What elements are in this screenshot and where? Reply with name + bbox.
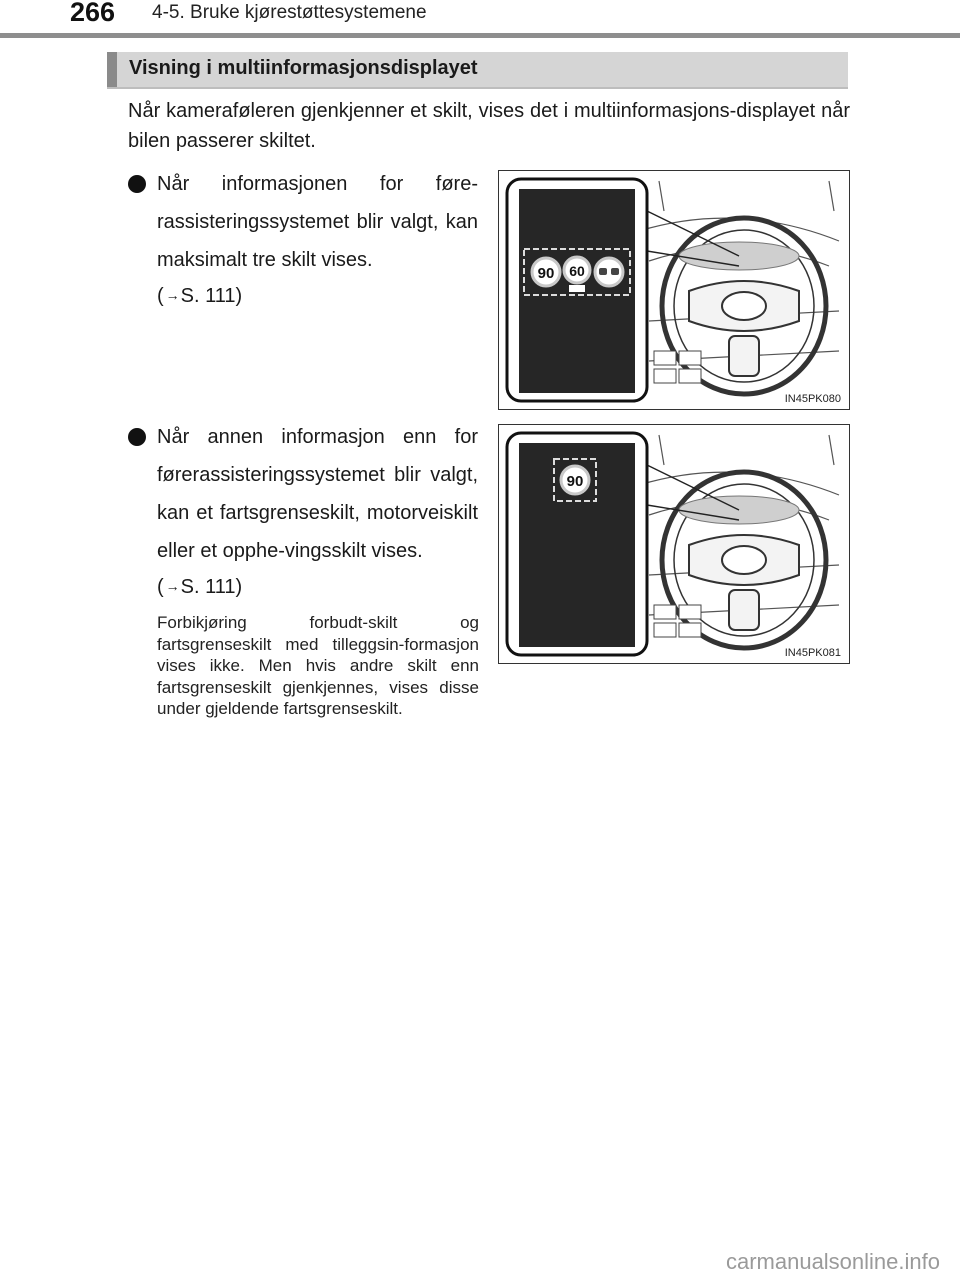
arrow-right-icon: → — [165, 287, 180, 303]
figure-label: IN45PK081 — [784, 647, 841, 659]
intro-paragraph: Når kameraføleren gjenkjenner et skilt, vises det i multiinformasjons-displayet når bilen passerer skiltet. — [128, 100, 850, 152]
arrow-right-icon: → — [165, 578, 180, 594]
ref-text: S. 111) — [180, 285, 243, 307]
bullet-item-1 — [128, 165, 478, 312]
bullet-dot — [128, 428, 146, 446]
page-reference[interactable] — [157, 279, 478, 312]
speed-sign-1: 90 — [537, 265, 555, 282]
ref-text: S. 111) — [180, 576, 243, 598]
speed-sign-1: 90 — [566, 473, 584, 490]
bullet-text: Når annen informasjon enn for førerassisteringssystemet blir valgt, kan et fartsgrenseskilt, motorveiskilt eller et opphe-vingsskilt vises. — [157, 426, 478, 562]
dashboard-illustration — [499, 425, 849, 663]
page-reference[interactable] — [157, 570, 478, 603]
figure-display-single-sign — [498, 424, 850, 664]
section-heading — [107, 52, 848, 89]
bullet-dot — [128, 175, 146, 193]
ref-open: ( — [157, 285, 164, 307]
heading-accent — [107, 52, 117, 87]
bullet-item-2 — [128, 418, 478, 603]
watermark: carmanualsonline.info — [725, 1249, 940, 1274]
figure-display-three-signs — [498, 170, 850, 410]
dashboard-illustration — [499, 171, 849, 409]
heading-text: Visning i multiinformasjonsdisplayet — [129, 57, 478, 79]
header-rule — [0, 33, 960, 38]
section-title: 4-5. Bruke kjørestøttesystemene — [152, 2, 427, 23]
page-number: 266 — [70, 0, 116, 27]
speed-sign-2: 60 — [569, 263, 585, 279]
note-paragraph: Forbikjøring forbudt-skilt og fartsgrenseskilt med tilleggsin-formasjon vises ikke. Men hvis andre skilt enn fartsgrenseskilt gjenkjennes, vises disse under gjeldende fartsgrenseskilt. — [157, 613, 479, 718]
page-header — [0, 0, 960, 40]
bullet-text: Når informasjonen for føre-rassisteringssystemet blir valgt, kan maksimalt tre skilt vises. — [157, 173, 478, 271]
figure-label: IN45PK080 — [784, 393, 841, 405]
ref-open: ( — [157, 576, 164, 598]
